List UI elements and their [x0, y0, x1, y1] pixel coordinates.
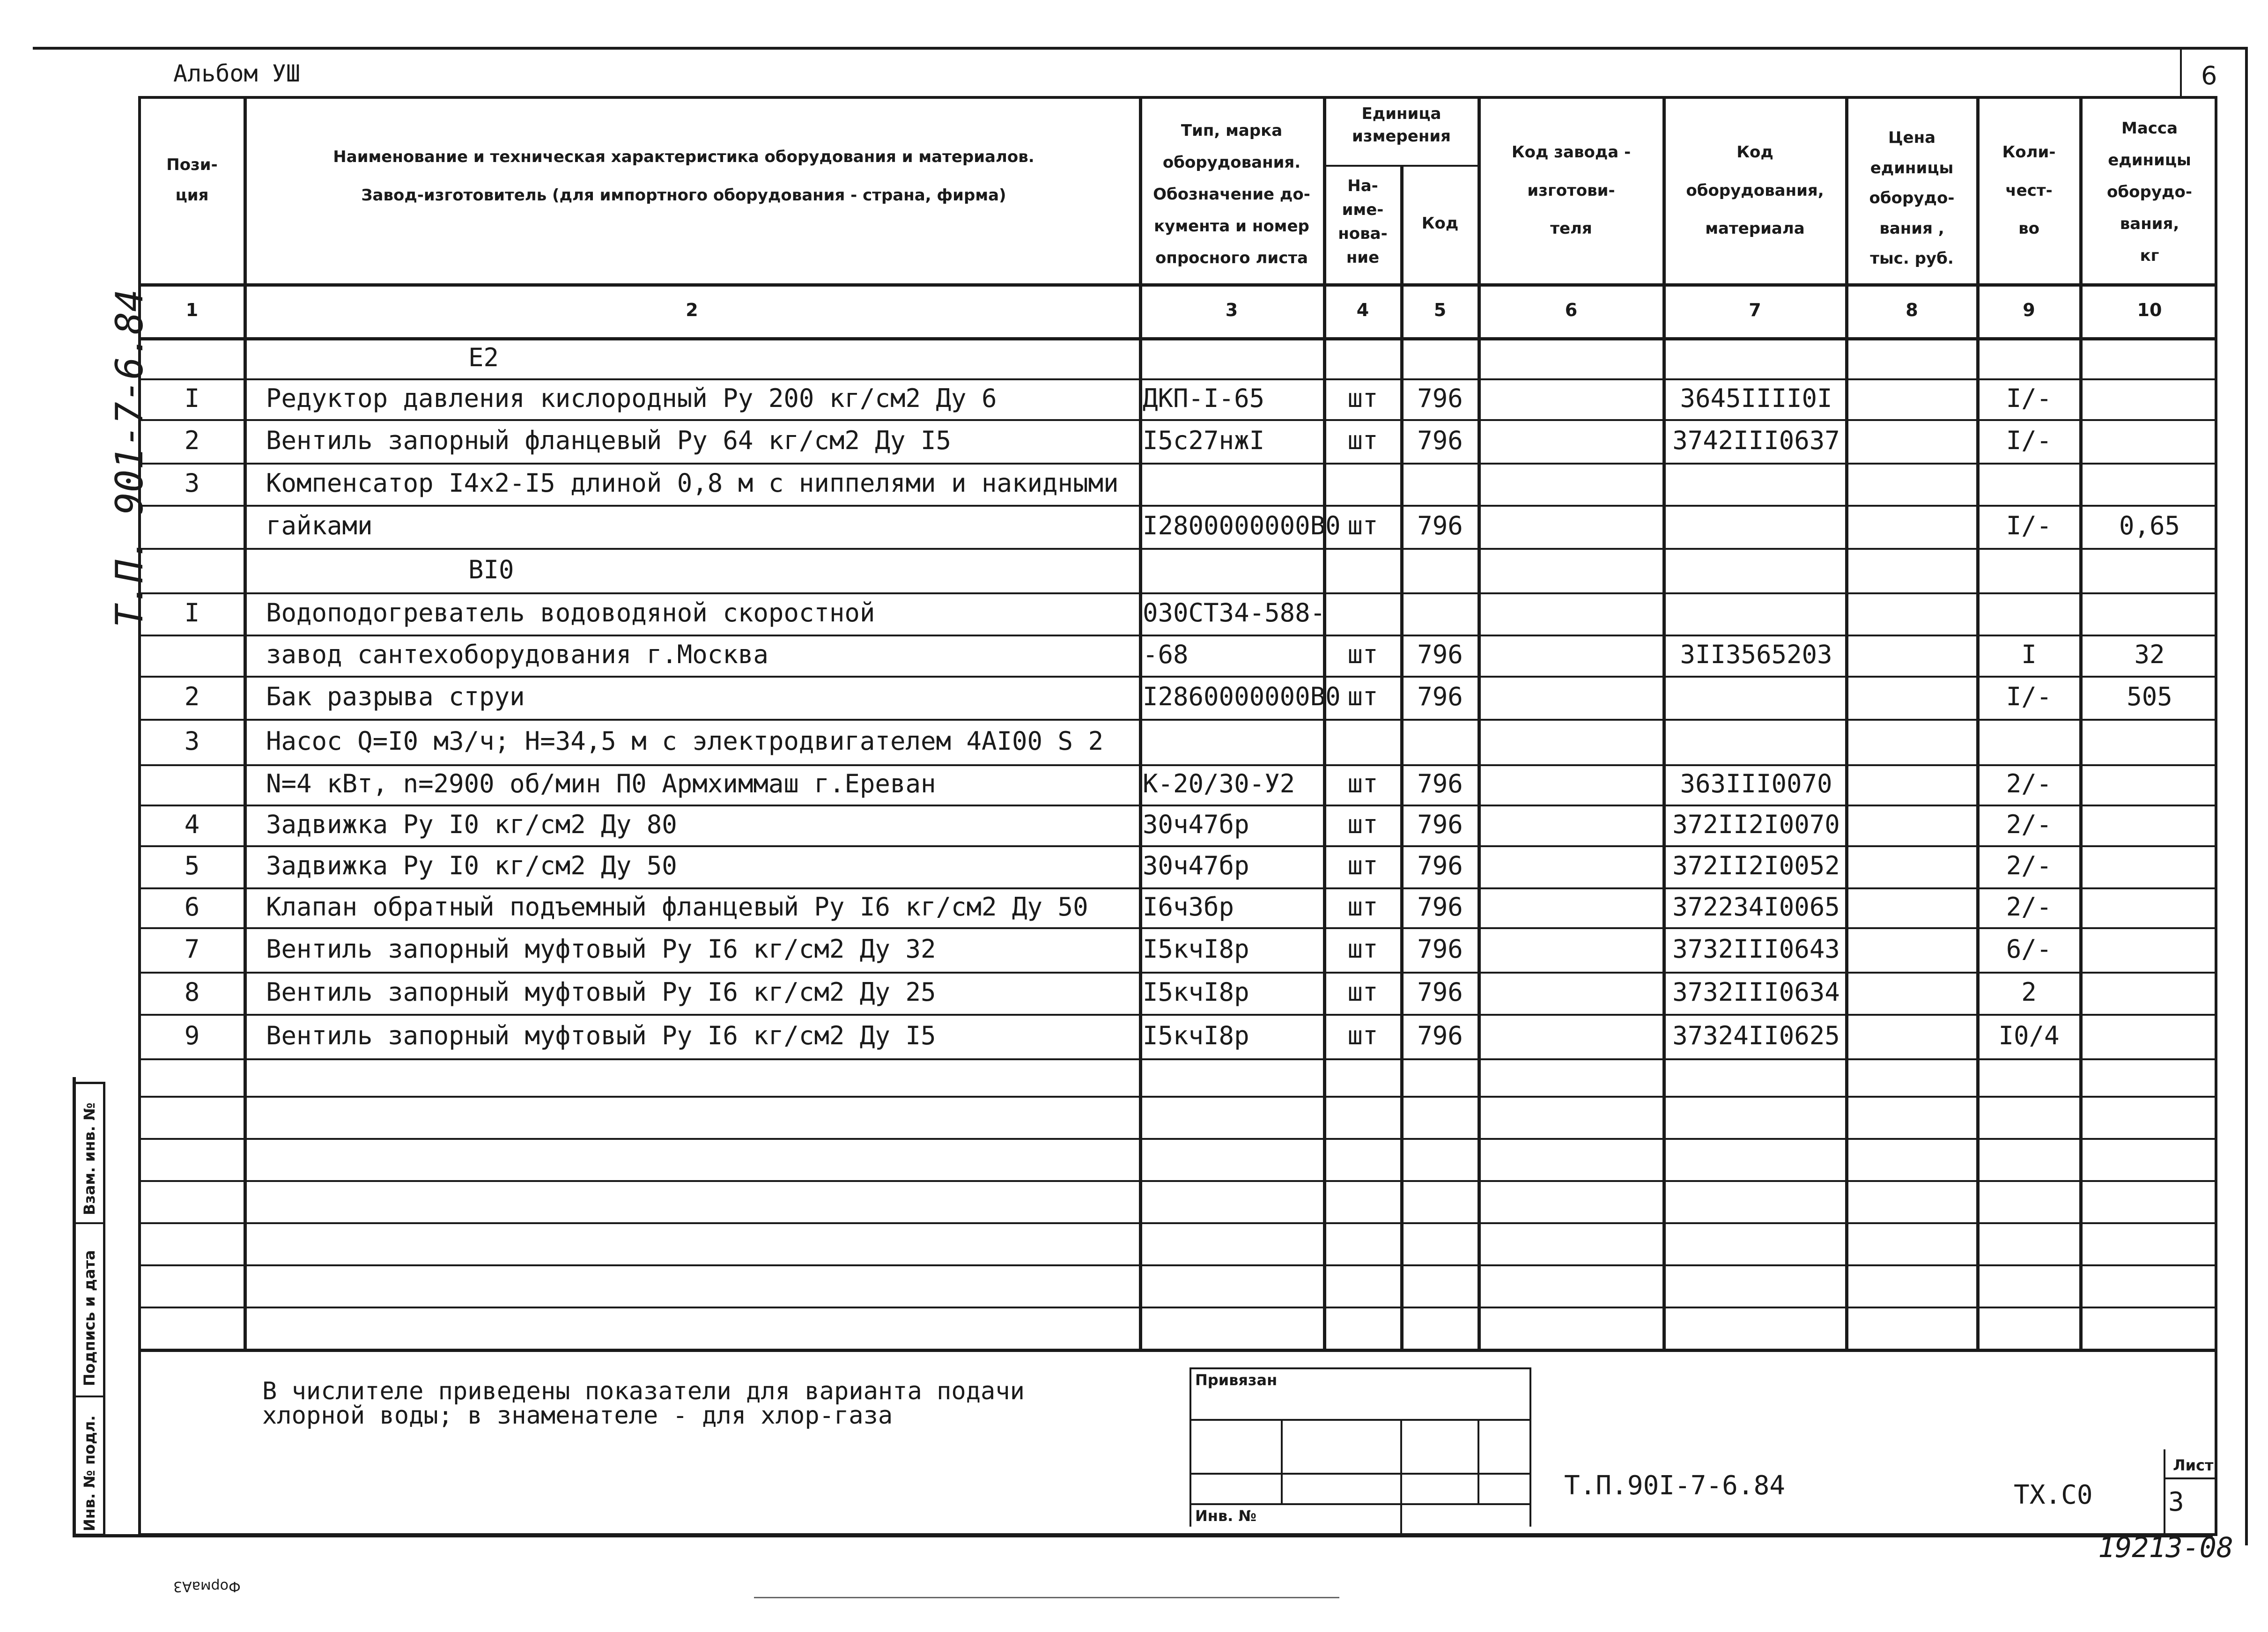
cell-code: 796 — [1417, 934, 1463, 964]
col-line-5 — [1478, 96, 1481, 1351]
cell-name: Е2 — [468, 343, 499, 372]
colnum-bottom-line — [138, 337, 2217, 340]
row-line — [138, 1264, 2217, 1266]
row-line — [138, 1096, 2217, 1098]
hdr-unit — [1328, 103, 1475, 148]
row-line — [138, 1222, 2217, 1224]
hdr-mass — [2082, 112, 2217, 272]
cell-type: I5кчI8р — [1143, 934, 1249, 964]
cell-code: 796 — [1417, 425, 1463, 455]
cell-name: Клапан обратный подъемный фланцевый Ру I6 кг/см2 Ду 50 — [266, 892, 1088, 922]
row-line — [138, 972, 2217, 974]
hdr-text: оборудо- — [1869, 189, 1955, 208]
cell-pos: 3 — [184, 726, 200, 756]
hdr-unit-code: Код — [1421, 214, 1459, 233]
note-line: хлорной воды; в знаменателе - для хлор-газа — [262, 1402, 893, 1430]
hdr-text: оборудования. — [1162, 153, 1301, 172]
hdr-text: Код завода - — [1511, 143, 1631, 162]
hdr-text: вания, — [2120, 214, 2179, 233]
note-line: В числителе приведены показатели для варианта подачи — [262, 1377, 1025, 1405]
col-line-4 — [1400, 165, 1404, 1351]
row-line — [138, 927, 2217, 929]
cell-qty: 2/- — [2006, 809, 2052, 839]
row-line — [138, 463, 2217, 465]
cell-qty: I/- — [2006, 682, 2052, 711]
doc-mark: ТХ.С0 — [2014, 1480, 2093, 1510]
colnum-10: 10 — [2137, 300, 2162, 320]
cell-code: 796 — [1417, 1020, 1463, 1050]
cell-name: Водоподогреватель водоводяной скоростной — [266, 598, 875, 628]
cell-mass: 32 — [2134, 640, 2165, 669]
cell-pos: 6 — [184, 892, 200, 922]
colnum-3: 3 — [1225, 300, 1238, 320]
cell-unit: шт — [1347, 934, 1378, 964]
bottom-mirrored: ФормаА3 — [173, 1578, 241, 1595]
hdr-text: Пози- — [166, 155, 218, 174]
hdr-text: измерения — [1352, 126, 1451, 146]
privyazan-box — [1189, 1367, 1531, 1527]
cell-pos: I — [184, 598, 200, 628]
cell-type: I5кчI8р — [1143, 1020, 1249, 1050]
cell-pos: 4 — [184, 809, 200, 839]
row-line — [138, 1307, 2217, 1308]
stamp-line-3 — [1189, 1503, 1531, 1505]
cell-type: I2860000000В0 — [1143, 682, 1341, 711]
hdr-text: ция — [175, 185, 209, 205]
cell-qty: I/- — [2006, 425, 2052, 455]
side-label-sign: Подпись и дата — [81, 1250, 98, 1386]
cell-qty: I0/4 — [1998, 1020, 2060, 1050]
hdr-text: Единица — [1361, 104, 1441, 123]
cell-name: Компенсатор I4х2-I5 длиной 0,8 м с ниппелями и накидными — [266, 468, 1119, 498]
cell-qty: 2/- — [2006, 769, 2052, 798]
cell-type: -68 — [1143, 640, 1189, 669]
cell-qty: 2 — [2021, 977, 2037, 1007]
hdr-text: материала — [1705, 219, 1805, 238]
cell-qty: I — [2021, 640, 2037, 669]
side-stamp: Т.П. 901-7-6.84 — [108, 289, 151, 628]
cell-code: 796 — [1417, 809, 1463, 839]
row-line — [138, 1014, 2217, 1016]
note — [262, 1379, 1025, 1428]
colnum-1: 1 — [185, 300, 199, 320]
cell-equip: 363III0070 — [1680, 769, 1832, 798]
cell-equip: 3732III0634 — [1672, 977, 1840, 1007]
cell-name: Вентиль запорный муфтовый Ру I6 кг/см2 Ду 25 — [266, 977, 936, 1007]
hdr-text: Цена — [1888, 128, 1936, 147]
cell-qty: 6/- — [2006, 934, 2052, 964]
cell-code: 796 — [1417, 977, 1463, 1007]
hdr-text: во — [2018, 219, 2039, 238]
cell-qty: 2/- — [2006, 851, 2052, 880]
inv-label: Инв. № — [1195, 1507, 1256, 1525]
bottom-rule — [754, 1597, 1339, 1598]
cell-unit: шт — [1347, 892, 1378, 922]
row-line — [138, 635, 2217, 636]
side-label-inv: Инв. № подл. — [81, 1415, 98, 1531]
cell-mass: 0,65 — [2119, 511, 2180, 540]
cell-pos: 9 — [184, 1020, 200, 1050]
cell-qty: 2/- — [2006, 892, 2052, 922]
cell-type: 030СТ34-588- — [1143, 598, 1326, 628]
cell-name: N=4 кВт, n=2900 об/мин П0 Армхиммаш г.Ереван — [266, 769, 936, 798]
cell-pos: 2 — [184, 425, 200, 455]
hdr-text: кумента и номер — [1154, 217, 1309, 236]
sheet-line — [2164, 1477, 2217, 1479]
colnum-6: 6 — [1565, 300, 1578, 320]
cell-type: К-20/30-У2 — [1143, 769, 1295, 798]
row-line — [138, 378, 2217, 380]
hdr-text: Наименование и техническая характеристика оборудования и материалов. — [333, 148, 1034, 166]
cell-equip: 37324II0625 — [1672, 1020, 1840, 1050]
cell-equip: 3722З4I0065 — [1672, 892, 1840, 922]
page-number-divider — [2180, 47, 2182, 97]
col-line-3 — [1323, 96, 1326, 1351]
hdr-name — [262, 138, 1105, 214]
cell-unit: шт — [1347, 383, 1378, 413]
col-line-9 — [2079, 96, 2083, 1351]
row-line — [138, 1058, 2217, 1060]
cell-name: гайками — [266, 511, 373, 540]
hdr-text: На- — [1347, 177, 1378, 195]
stamp-vline-1 — [1281, 1419, 1283, 1503]
stamp-line-2 — [1189, 1473, 1531, 1475]
hdr-text: име- — [1342, 200, 1384, 219]
cell-pos: 3 — [184, 468, 200, 498]
cell-pos: 2 — [184, 682, 200, 711]
cell-code: 796 — [1417, 892, 1463, 922]
cell-code: 796 — [1417, 511, 1463, 540]
row-line — [138, 764, 2217, 766]
cell-name: завод сантехоборудования г.Москва — [266, 640, 768, 669]
colnum-8: 8 — [1906, 300, 1918, 320]
cell-name: Задвижка Ру I0 кг/см2 Ду 80 — [266, 809, 677, 839]
hdr-text: Код — [1736, 143, 1773, 162]
hdr-equip-code — [1665, 133, 1845, 248]
row-line — [138, 845, 2217, 847]
cell-pos: 5 — [184, 851, 200, 880]
cell-name: Вентиль запорный муфтовый Ру I6 кг/см2 Ду I5 — [266, 1020, 936, 1050]
cell-equip: 3742III0637 — [1672, 425, 1840, 455]
sheet-label: Лист — [2173, 1456, 2214, 1474]
hdr-factory-code — [1480, 133, 1662, 248]
table-body-bottom — [138, 1349, 2217, 1352]
row-line — [138, 887, 2217, 889]
hdr-text: оборудо- — [2107, 183, 2192, 201]
col-line-6 — [1662, 96, 1666, 1351]
hdr-text: единицы — [1870, 158, 1954, 177]
cell-equip: 3645IIII0I — [1680, 383, 1832, 413]
page-number: 6 — [2201, 61, 2217, 90]
row-line — [138, 592, 2217, 594]
side-line-1 — [73, 1222, 105, 1224]
row-line — [138, 1138, 2217, 1140]
cell-type: I5с27нжI — [1143, 425, 1265, 455]
hdr-unit-name — [1325, 174, 1400, 270]
hdr-qty — [1979, 133, 2079, 248]
row-line — [138, 719, 2217, 721]
bottom-number: 19213-08 — [2098, 1531, 2233, 1564]
cell-code: 796 — [1417, 640, 1463, 669]
hdr-text: теля — [1550, 219, 1592, 238]
cell-type: 30ч47бр — [1143, 851, 1249, 880]
hdr-type — [1143, 115, 1321, 274]
cell-unit: шт — [1347, 977, 1378, 1007]
sheet-number: 3 — [2168, 1487, 2184, 1517]
row-line — [138, 805, 2217, 806]
hdr-text: вания , — [1879, 219, 1944, 238]
cell-pos: I — [184, 383, 200, 413]
colnum-2: 2 — [686, 300, 698, 320]
cell-code: 796 — [1417, 383, 1463, 413]
stamp-line-1 — [1189, 1419, 1531, 1421]
hdr-price — [1847, 123, 1976, 274]
colnum-7: 7 — [1749, 300, 1761, 320]
row-line — [138, 505, 2217, 507]
cell-type: I6ч3бр — [1143, 892, 1234, 922]
hdr-text: изготови- — [1527, 181, 1615, 200]
stamp-vline-3 — [1478, 1419, 1479, 1503]
hdr-text: единицы — [2108, 151, 2191, 170]
cell-name: Вентиль запорный фланцевый Ру 64 кг/см2 Ду I5 — [266, 425, 951, 455]
cell-equip: 372II2I0052 — [1672, 851, 1840, 880]
col-line-7 — [1845, 96, 1848, 1351]
cell-equip: 372II2I0070 — [1672, 809, 1840, 839]
hdr-text: оборудования, — [1686, 181, 1824, 200]
side-label-replace: Взам. инв. № — [81, 1102, 98, 1215]
cell-qty: I/- — [2006, 383, 2052, 413]
hdr-text: кг — [2140, 246, 2159, 265]
col-line-1 — [244, 96, 247, 1351]
cell-pos: 8 — [184, 977, 200, 1007]
row-line — [138, 1180, 2217, 1182]
doc-code: Т.П.90I-7-6.84 — [1564, 1470, 1786, 1501]
cell-equip: 3732III0643 — [1672, 934, 1840, 964]
cell-type: 30ч47бр — [1143, 809, 1249, 839]
row-line — [138, 548, 2217, 550]
hdr-pos — [145, 150, 239, 210]
cell-type: I2800000000В0 — [1143, 511, 1341, 540]
col-line-2 — [1139, 96, 1142, 1351]
cell-unit: шт — [1347, 769, 1378, 798]
cell-unit: шт — [1347, 851, 1378, 880]
cell-type: I5кчI8р — [1143, 977, 1249, 1007]
cell-unit: шт — [1347, 809, 1378, 839]
hdr-text: Коли- — [2002, 143, 2056, 162]
stamp-vline-2 — [1400, 1419, 1402, 1536]
header-bottom-line — [138, 283, 2217, 287]
hdr-text: Тип, марка — [1181, 121, 1283, 140]
cell-name: Вентиль запорный муфтовый Ру I6 кг/см2 Ду 32 — [266, 934, 936, 964]
cell-name: Насос Q=I0 м3/ч; Н=34,5 м с электродвигателем 4АI00 S 2 — [266, 726, 1104, 756]
cell-unit: шт — [1347, 682, 1378, 711]
cell-unit: шт — [1347, 511, 1378, 540]
hdr-text: Завод-изготовитель (для импортного оборудования - страна, фирма) — [361, 185, 1006, 205]
hdr-text: тыс. руб. — [1870, 249, 1954, 268]
colnum-9: 9 — [2023, 300, 2035, 320]
hdr-text: чест- — [2005, 181, 2053, 200]
privyazan-label: Привязан — [1195, 1371, 1278, 1389]
hdr-text: опросного листа — [1155, 249, 1308, 267]
hdr-text: Обозначение до- — [1153, 185, 1310, 204]
cell-equip: 3II3565203 — [1680, 640, 1832, 669]
cell-pos: 7 — [184, 934, 200, 964]
cell-qty: I/- — [2006, 511, 2052, 540]
cell-unit: шт — [1347, 1020, 1378, 1050]
hdr-text: ние — [1346, 248, 1380, 267]
cell-name: Задвижка Ру I0 кг/см2 Ду 50 — [266, 851, 677, 880]
side-line-2 — [73, 1396, 105, 1397]
row-line — [138, 419, 2217, 421]
cell-unit: шт — [1347, 640, 1378, 669]
colnum-4: 4 — [1356, 300, 1369, 320]
cell-name: Редуктор давления кислородный Ру 200 кг/см2 Ду 6 — [266, 383, 997, 413]
hdr-text: Масса — [2121, 119, 2178, 138]
cell-type: ДКП-I-65 — [1143, 383, 1265, 413]
cell-mass: 505 — [2127, 682, 2172, 711]
cell-name: ВI0 — [468, 554, 514, 584]
cell-name: Бак разрыва струи — [266, 682, 525, 711]
cell-code: 796 — [1417, 682, 1463, 711]
row-line — [138, 676, 2217, 678]
hdr-text: нова- — [1338, 224, 1388, 243]
album-title: Альбом УШ — [173, 60, 300, 87]
colnum-5: 5 — [1433, 300, 1447, 320]
col-line-8 — [1976, 96, 1980, 1351]
cell-code: 796 — [1417, 769, 1463, 798]
cell-unit: шт — [1347, 425, 1378, 455]
cell-code: 796 — [1417, 851, 1463, 880]
